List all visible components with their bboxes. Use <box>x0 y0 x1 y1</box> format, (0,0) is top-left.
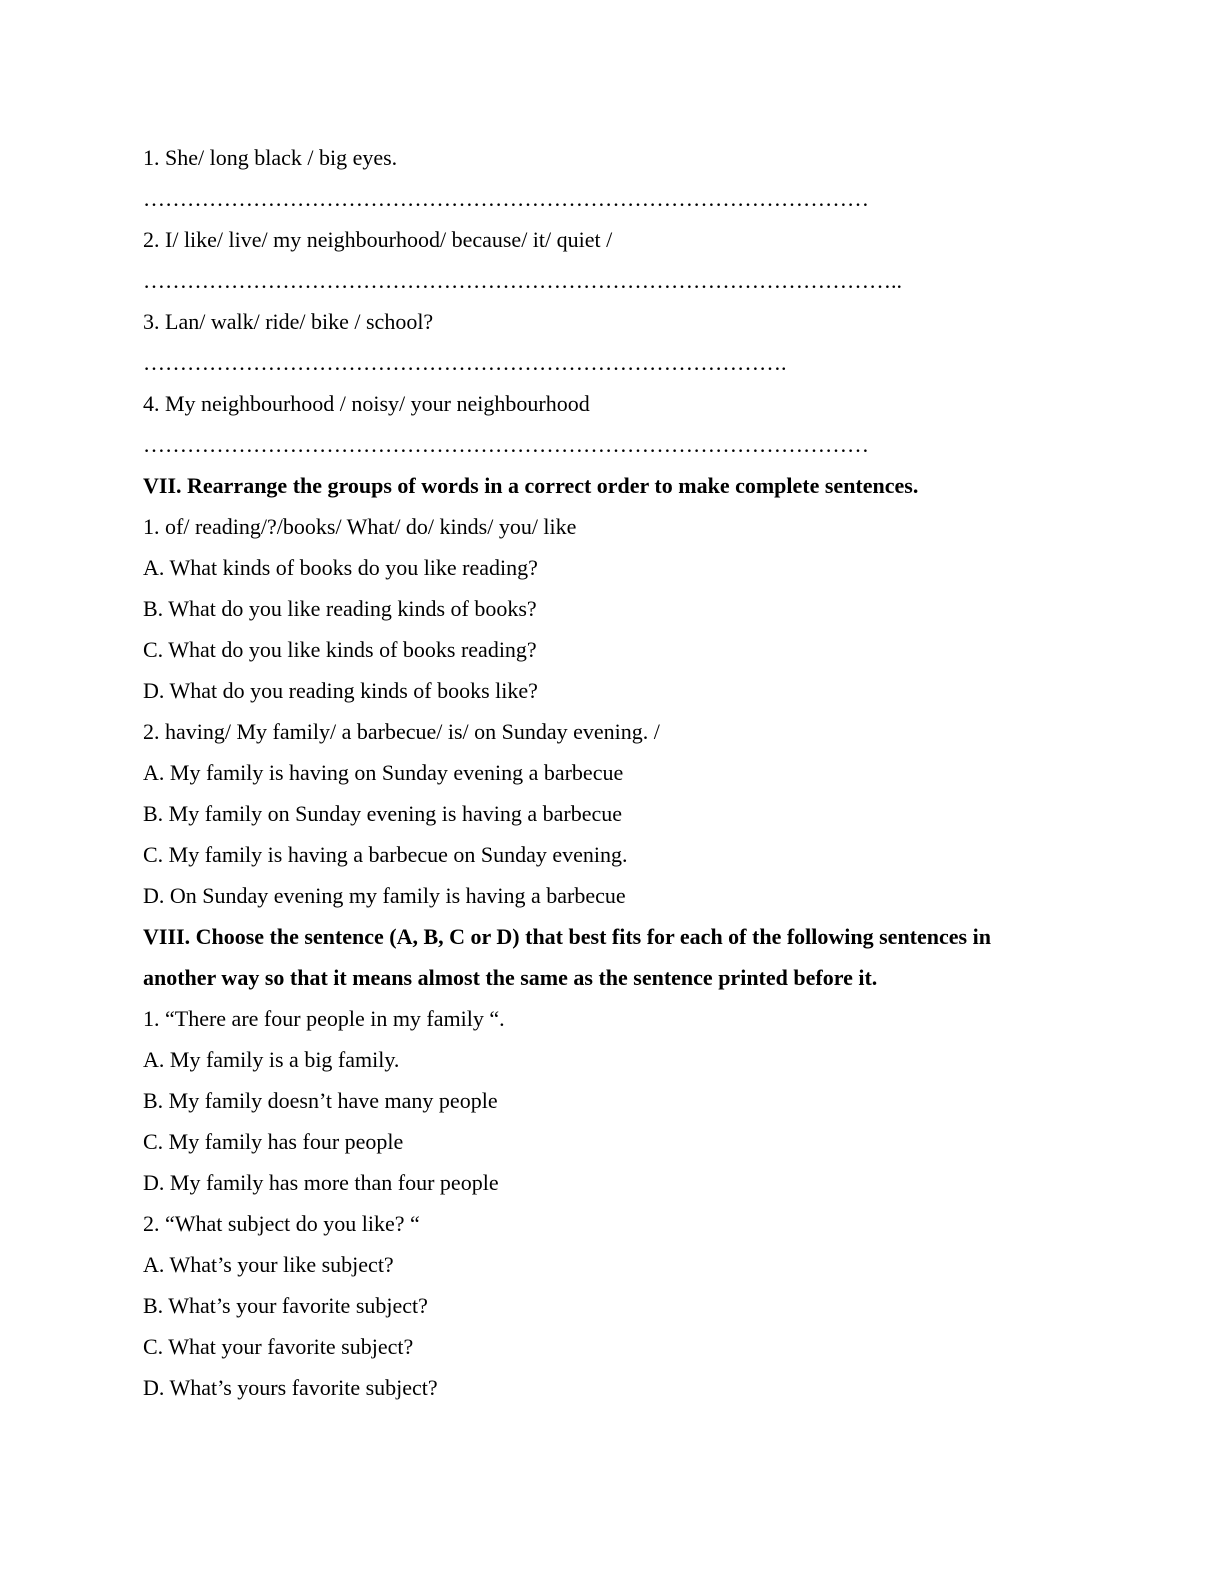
s6-q4-answer-line[interactable]: ……………………………………………………………………………………… <box>143 432 869 457</box>
s6-q1-prompt: 1. She/ long black / big eyes. <box>143 145 398 170</box>
s7-q1-option-b[interactable]: B. What do you like reading kinds of books? <box>143 596 537 621</box>
s8-q2-option-c[interactable]: C. What your favorite subject? <box>143 1334 414 1359</box>
s8-q1-option-c[interactable]: C. My family has four people <box>143 1129 404 1154</box>
s8-q1-option-d[interactable]: D. My family has more than four people <box>143 1170 499 1195</box>
s8-q2-option-d[interactable]: D. What’s yours favorite subject? <box>143 1375 438 1400</box>
s8-q2-option-a[interactable]: A. What’s your like subject? <box>143 1252 394 1277</box>
s8-q1-option-a[interactable]: A. My family is a big family. <box>143 1047 400 1072</box>
section7-heading: VII. Rearrange the groups of words in a correct order to make complete sentences. <box>143 473 919 498</box>
s7-q1-option-d[interactable]: D. What do you reading kinds of books like? <box>143 678 538 703</box>
s6-q3-answer-line[interactable]: ……………………………………………………………………………. <box>143 350 787 375</box>
s6-q1-answer-line[interactable]: ……………………………………………………………………………………… <box>143 186 869 211</box>
s8-q1-prompt: 1. “There are four people in my family “. <box>143 1006 505 1031</box>
s7-q2-option-a[interactable]: A. My family is having on Sunday evening a barbecue <box>143 760 624 785</box>
s6-q4-prompt: 4. My neighbourhood / noisy/ your neighbourhood <box>143 391 590 416</box>
worksheet-page <box>143 137 1143 1408</box>
s7-q1-prompt: 1. of/ reading/?/books/ What/ do/ kinds/ you/ like <box>143 514 577 539</box>
s7-q2-option-d[interactable]: D. On Sunday evening my family is having a barbecue <box>143 883 626 908</box>
section8-heading-line2: another way so that it means almost the same as the sentence printed before it. <box>143 965 878 990</box>
s7-q2-prompt: 2. having/ My family/ a barbecue/ is/ on Sunday evening. / <box>143 719 660 744</box>
s7-q2-option-c[interactable]: C. My family is having a barbecue on Sunday evening. <box>143 842 628 867</box>
s6-q3-prompt: 3. Lan/ walk/ ride/ bike / school? <box>143 309 434 334</box>
s6-q2-prompt: 2. I/ like/ live/ my neighbourhood/ because/ it/ quiet / <box>143 227 613 252</box>
section8-heading-line1: VIII. Choose the sentence (A, B, C or D) that best fits for each of the following sentences in <box>143 924 991 949</box>
s7-q1-option-c[interactable]: C. What do you like kinds of books reading? <box>143 637 537 662</box>
s7-q2-option-b[interactable]: B. My family on Sunday evening is having a barbecue <box>143 801 623 826</box>
s7-q1-option-a[interactable]: A. What kinds of books do you like reading? <box>143 555 538 580</box>
s8-q2-prompt: 2. “What subject do you like? “ <box>143 1211 420 1236</box>
s6-q2-answer-line[interactable]: ………………………………………………………………………………………….. <box>143 268 902 293</box>
s8-q1-option-b[interactable]: B. My family doesn’t have many people <box>143 1088 498 1113</box>
s8-q2-option-b[interactable]: B. What’s your favorite subject? <box>143 1293 428 1318</box>
